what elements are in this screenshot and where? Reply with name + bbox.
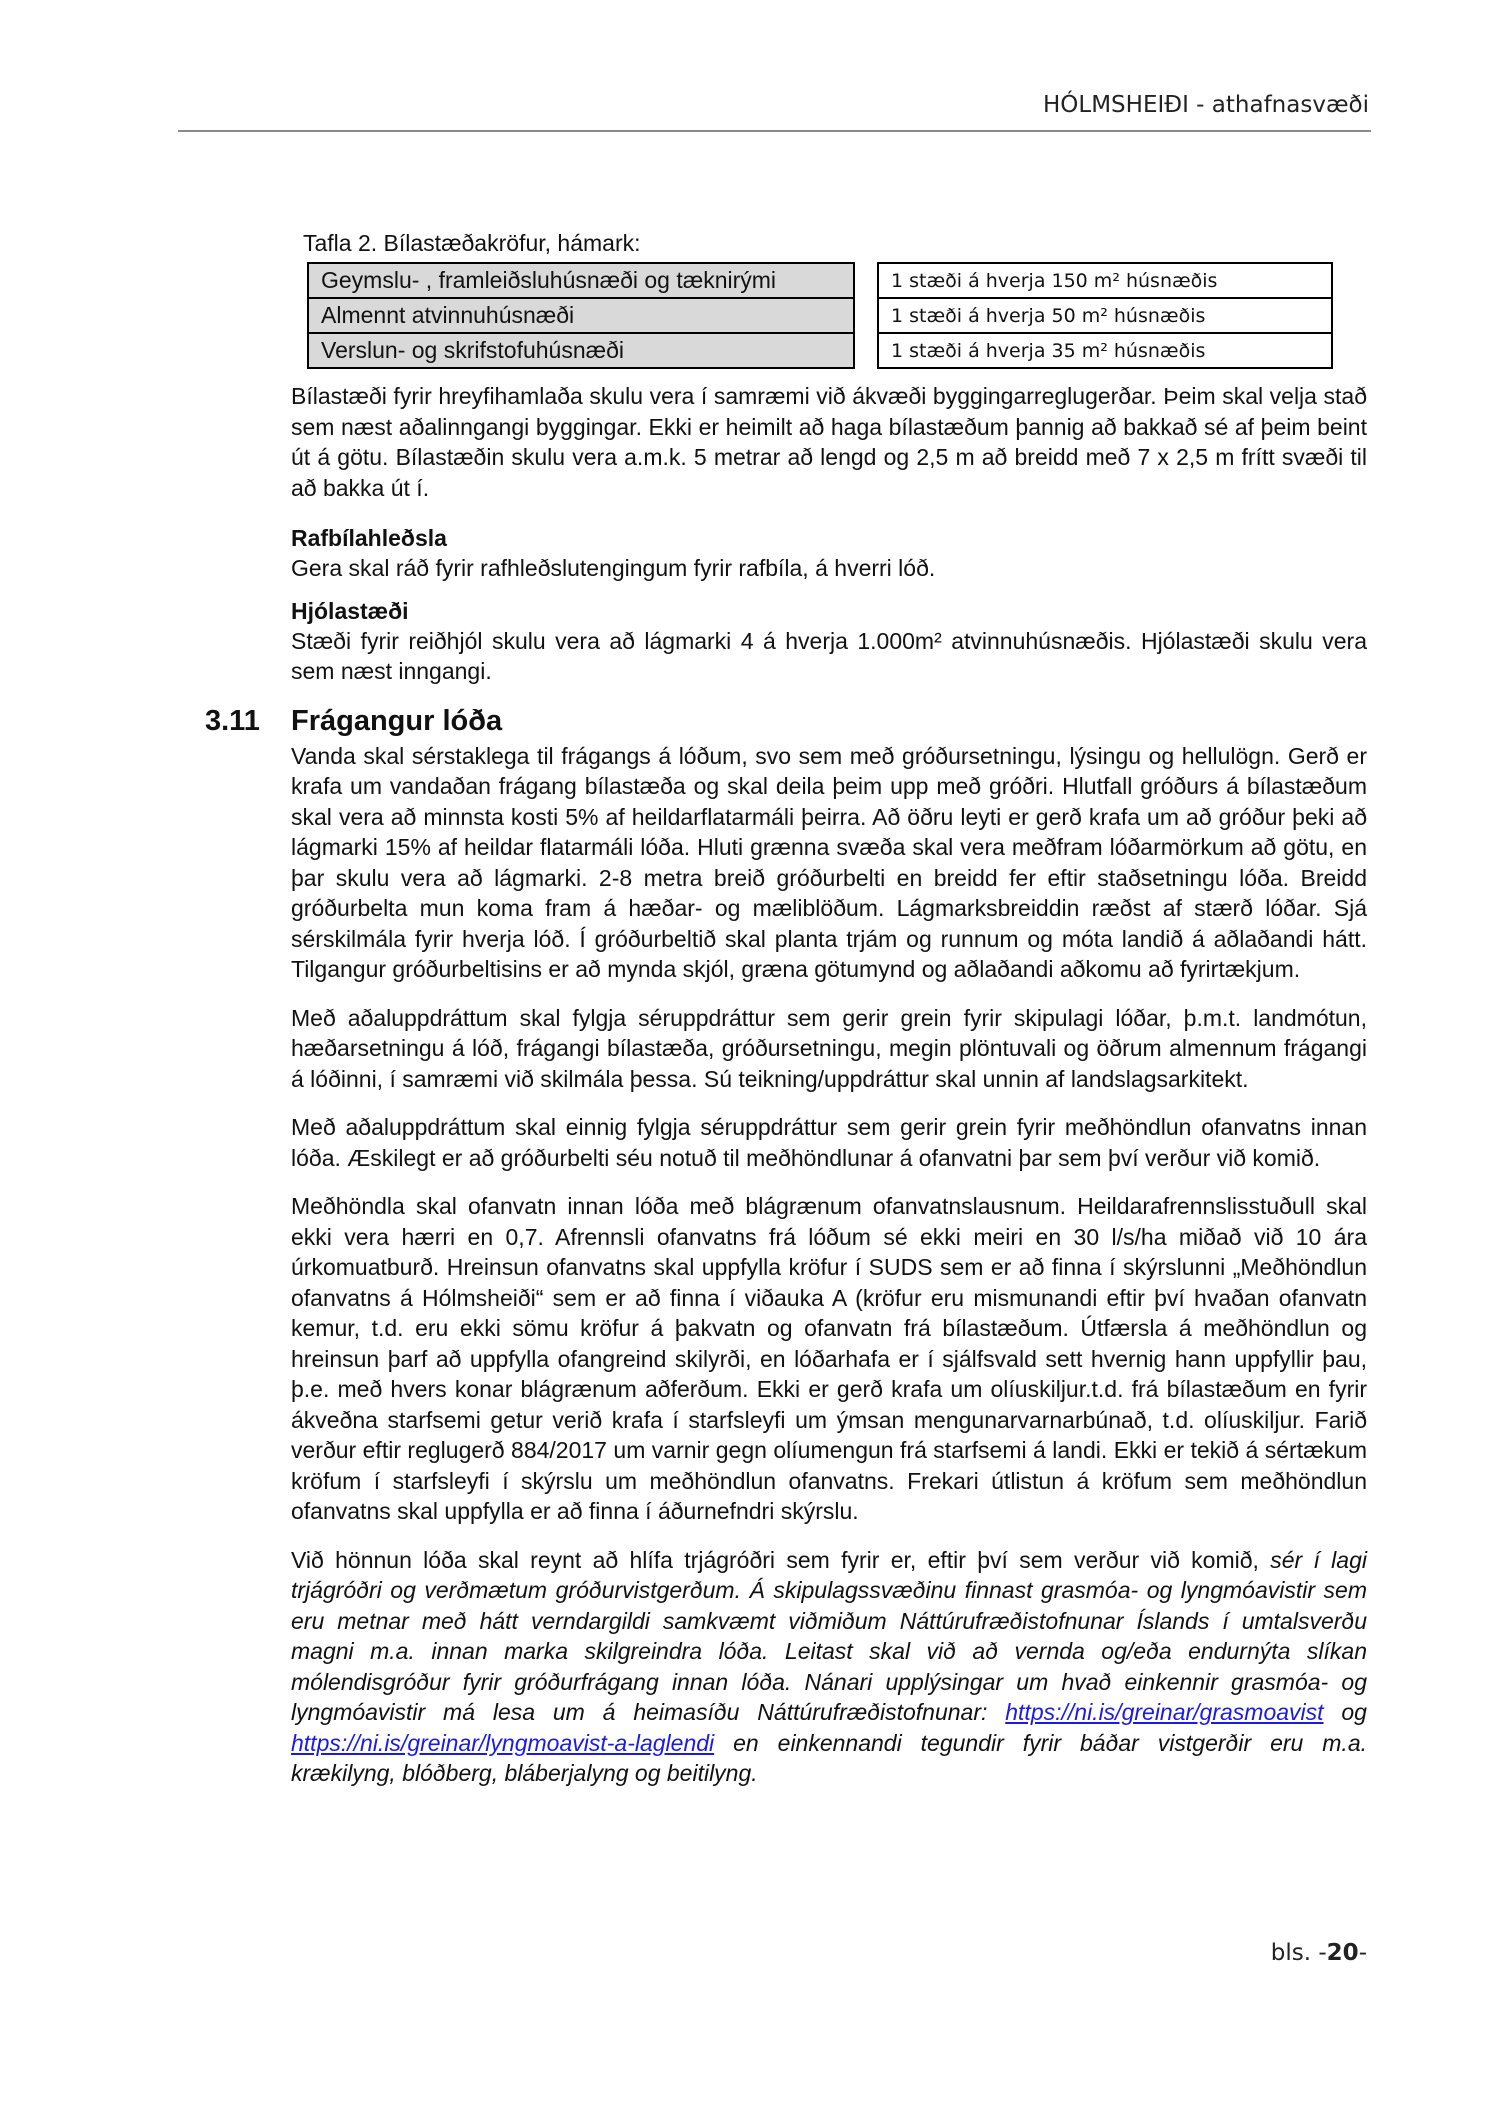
- footer-prefix: bls. -: [1270, 1940, 1327, 1966]
- table-row: [308, 333, 1332, 368]
- table-cell-label: Geymslu- , framleiðsluhúsnæði og tæknirými: [308, 263, 854, 298]
- table-row: [308, 263, 1332, 298]
- paragraph-italic-text: sér í lagi trjágróðri og verðmætum gróðurvistgerðum. Á skipulagssvæðinu finnast grasmóa- og lyngmóavistir sem eru metnar með hátt verndargildi samkvæmt viðmiðum Náttúrufræðistofnunar Íslands í umtalsverðu magni m.a. innan marka skilgreindra lóða. Leitast skal við að vernda og/eða endurnýta slíkan mólendisgróður fyrir gróðurfrágang innan lóða. Nánari upplýsingar um hvað einkennir grasmóa- og lyngmóavistir má lesa um á heimasíðu Náttúrufræðistofnunar:: [291, 1546, 1367, 1725]
- page-number: 20: [1326, 1940, 1359, 1966]
- parking-requirements-table: [307, 262, 1333, 369]
- table-cell-label: Verslun- og skrifstofuhúsnæði: [308, 333, 854, 368]
- paragraph-tail: en einkennandi tegundir fyrir báðar vistgerðir eru m.a. krækilyng, blóðberg, bláberjalyng og beitilyng.: [291, 1729, 1367, 1786]
- table-cell-value: 1 stæði á hverja 50 m² húsnæðis: [878, 298, 1332, 333]
- page-header: [178, 88, 1371, 132]
- paragraph-normal-text: Við hönnun lóða skal reynt að hlífa trjágróðri sem fyrir er, eftir því sem verður við komið,: [291, 1546, 1271, 1573]
- table-row: [308, 298, 1332, 333]
- section-heading: [205, 703, 1367, 739]
- bike-parking-heading: Hjólastæði: [291, 597, 409, 624]
- table-caption: Tafla 2. Bílastæðakröfur, hámark:: [303, 230, 641, 256]
- table-cell-value: 1 stæði á hverja 150 m² húsnæðis: [878, 263, 1332, 298]
- footer-suffix: -: [1358, 1940, 1367, 1966]
- section-paragraph: Meðhöndla skal ofanvatn innan lóða með blágrænum ofanvatnslausnum. Heildarafrennslisstuðull skal ekki vera hærri en 0,7. Afrennsli ofanvatns frá lóðum sé ekki meiri en 30 l/s/ha miðað við 10 ára úrkomuatburð. Hreinsun ofanvatns skal uppfylla kröfur í SUDS sem er að finna í skýrslunni „Meðhöndlun ofanvatns á Hólmsheiði“ sem er að finna í viðauka A (kröfur eru mismunandi eftir því hvaðan ofanvatn kemur, t.d. eru ekki sömu kröfur á þakvatn og ofanvatn frá bílastæðum. Útfærsla á meðhöndlun og hreinsun þarf að uppfylla ofangreind skilyrði, en lóðarhafa er í sjálfsvald sett hvernig hann uppfyllir þau, þ.e. með hvers konar blágrænum aðferðum. Ekki er gerð krafa um olíuskiljur.t.d. frá bílastæðum en fyrir ákveðna starfsemi getur verið krafa í starfsleyfi um ýmsan mengunarvarnarbúnað, t.d. olíuskiljur. Farið verður eftir reglugerð 884/2017 um varnir gegn olíumengun frá starfsemi á landi. Ekki er tekið á sértækum kröfum í starfsleyfi í skýrslu um meðhöndlun ofanvatns. Frekari útlistun á kröfum sem meðhöndlun ofanvatns skal uppfylla er að finna í áðurnefndri skýrslu.: [291, 1193, 1367, 1524]
- page-content: [205, 228, 1367, 1789]
- section-paragraph: Með aðaluppdráttum skal fylgja séruppdráttur sem gerir grein fyrir skipulagi lóðar, þ.m.t. landmótun, hæðarsetningu á lóð, frágangi bílastæða, gróðursetningu, megin plöntuvali og öðrum almennum frágangi á lóðinni, í samræmi við skilmála þessa. Sú teikning/uppdráttur skal unnin af landslagsarkitekt.: [291, 1004, 1367, 1092]
- page-footer: [1271, 1940, 1367, 1966]
- section-title: Frágangur lóða: [291, 704, 503, 737]
- ev-charging-text: Gera skal ráð fyrir rafhleðslutengingum fyrir rafbíla, á hverri lóð.: [291, 555, 936, 581]
- parking-paragraph: Bílastæði fyrir hreyfihamlaða skulu vera í samræmi við ákvæði byggingarreglugerðar. Þeim skal velja stað sem næst aðalinngangi byggingar. Ekki er heimilt að haga bílastæðum þannig að bakkað sé af þeim beint út á götu. Bílastæðin skulu vera a.m.k. 5 metrar að lengd og 2,5 m að breidd með 7 x 2,5 m frítt svæði til að bakka út í.: [291, 383, 1367, 501]
- header-title: HÓLMSHEIÐI - athafnasvæði: [1043, 92, 1369, 118]
- section-paragraph: Vanda skal sérstaklega til frágangs á lóðum, svo sem með gróðursetningu, lýsingu og hellulögn. Gerð er krafa um vandaðan frágang bílastæða og skal deila þeim upp með gróðri. Hlutfall gróðurs á bílastæðum skal vera að minnsta kosti 5% af heildarflatarmáli þeirra. Að öðru leyti er gerð krafa um að gróður þeki að lágmarki 15% af heildar flatarmáli lóða. Hluti grænna svæða skal vera meðfram lóðarmörkum að götu, en þar skulu vera að lágmarki. 2-8 metra breið gróðurbelti en breidd fer eftir staðsetningu lóða. Breidd gróðurbelta mun koma fram á hæðar- og mæliblöðum. Lágmarksbreiddin ræðst af stærð lóðar. Sjá sérskilmála fyrir hverja lóð. Í gróðurbeltið skal planta trjám og runnum og móta landið á aðlaðandi hátt. Tilgangur gróðurbeltisins er að mynda skjól, græna götumynd og aðlaðandi aðkomu að fyrirtækjum.: [291, 742, 1367, 982]
- section-number: 3.11: [205, 704, 260, 737]
- table-cell-value: 1 stæði á hverja 35 m² húsnæðis: [878, 333, 1332, 368]
- lyngmoavist-link[interactable]: https://ni.is/greinar/lyngmoavist-a-laglendi: [291, 1729, 715, 1756]
- ev-charging-heading: Rafbílahleðsla: [291, 525, 447, 551]
- grasmoavist-link[interactable]: https://ni.is/greinar/grasmoavist: [1005, 1699, 1324, 1725]
- table-cell-label: Almennt atvinnuhúsnæði: [308, 298, 854, 333]
- section-paragraph: Með aðaluppdráttum skal einnig fylgja séruppdráttur sem gerir grein fyrir meðhöndlun ofanvatns innan lóða. Æskilegt er að gróðurbelti séu notuð til meðhöndlunar á ofanvatni þar sem því verður við komið.: [291, 1114, 1367, 1171]
- section-paragraph-last: [291, 1545, 1367, 1789]
- bike-parking-text: Stæði fyrir reiðhjól skulu vera að lágmarki 4 á hverja 1.000m² atvinnuhúsnæðis. Hjólastæði skulu vera sem næst inngangi.: [291, 627, 1367, 684]
- paragraph-connector: og: [1323, 1699, 1367, 1725]
